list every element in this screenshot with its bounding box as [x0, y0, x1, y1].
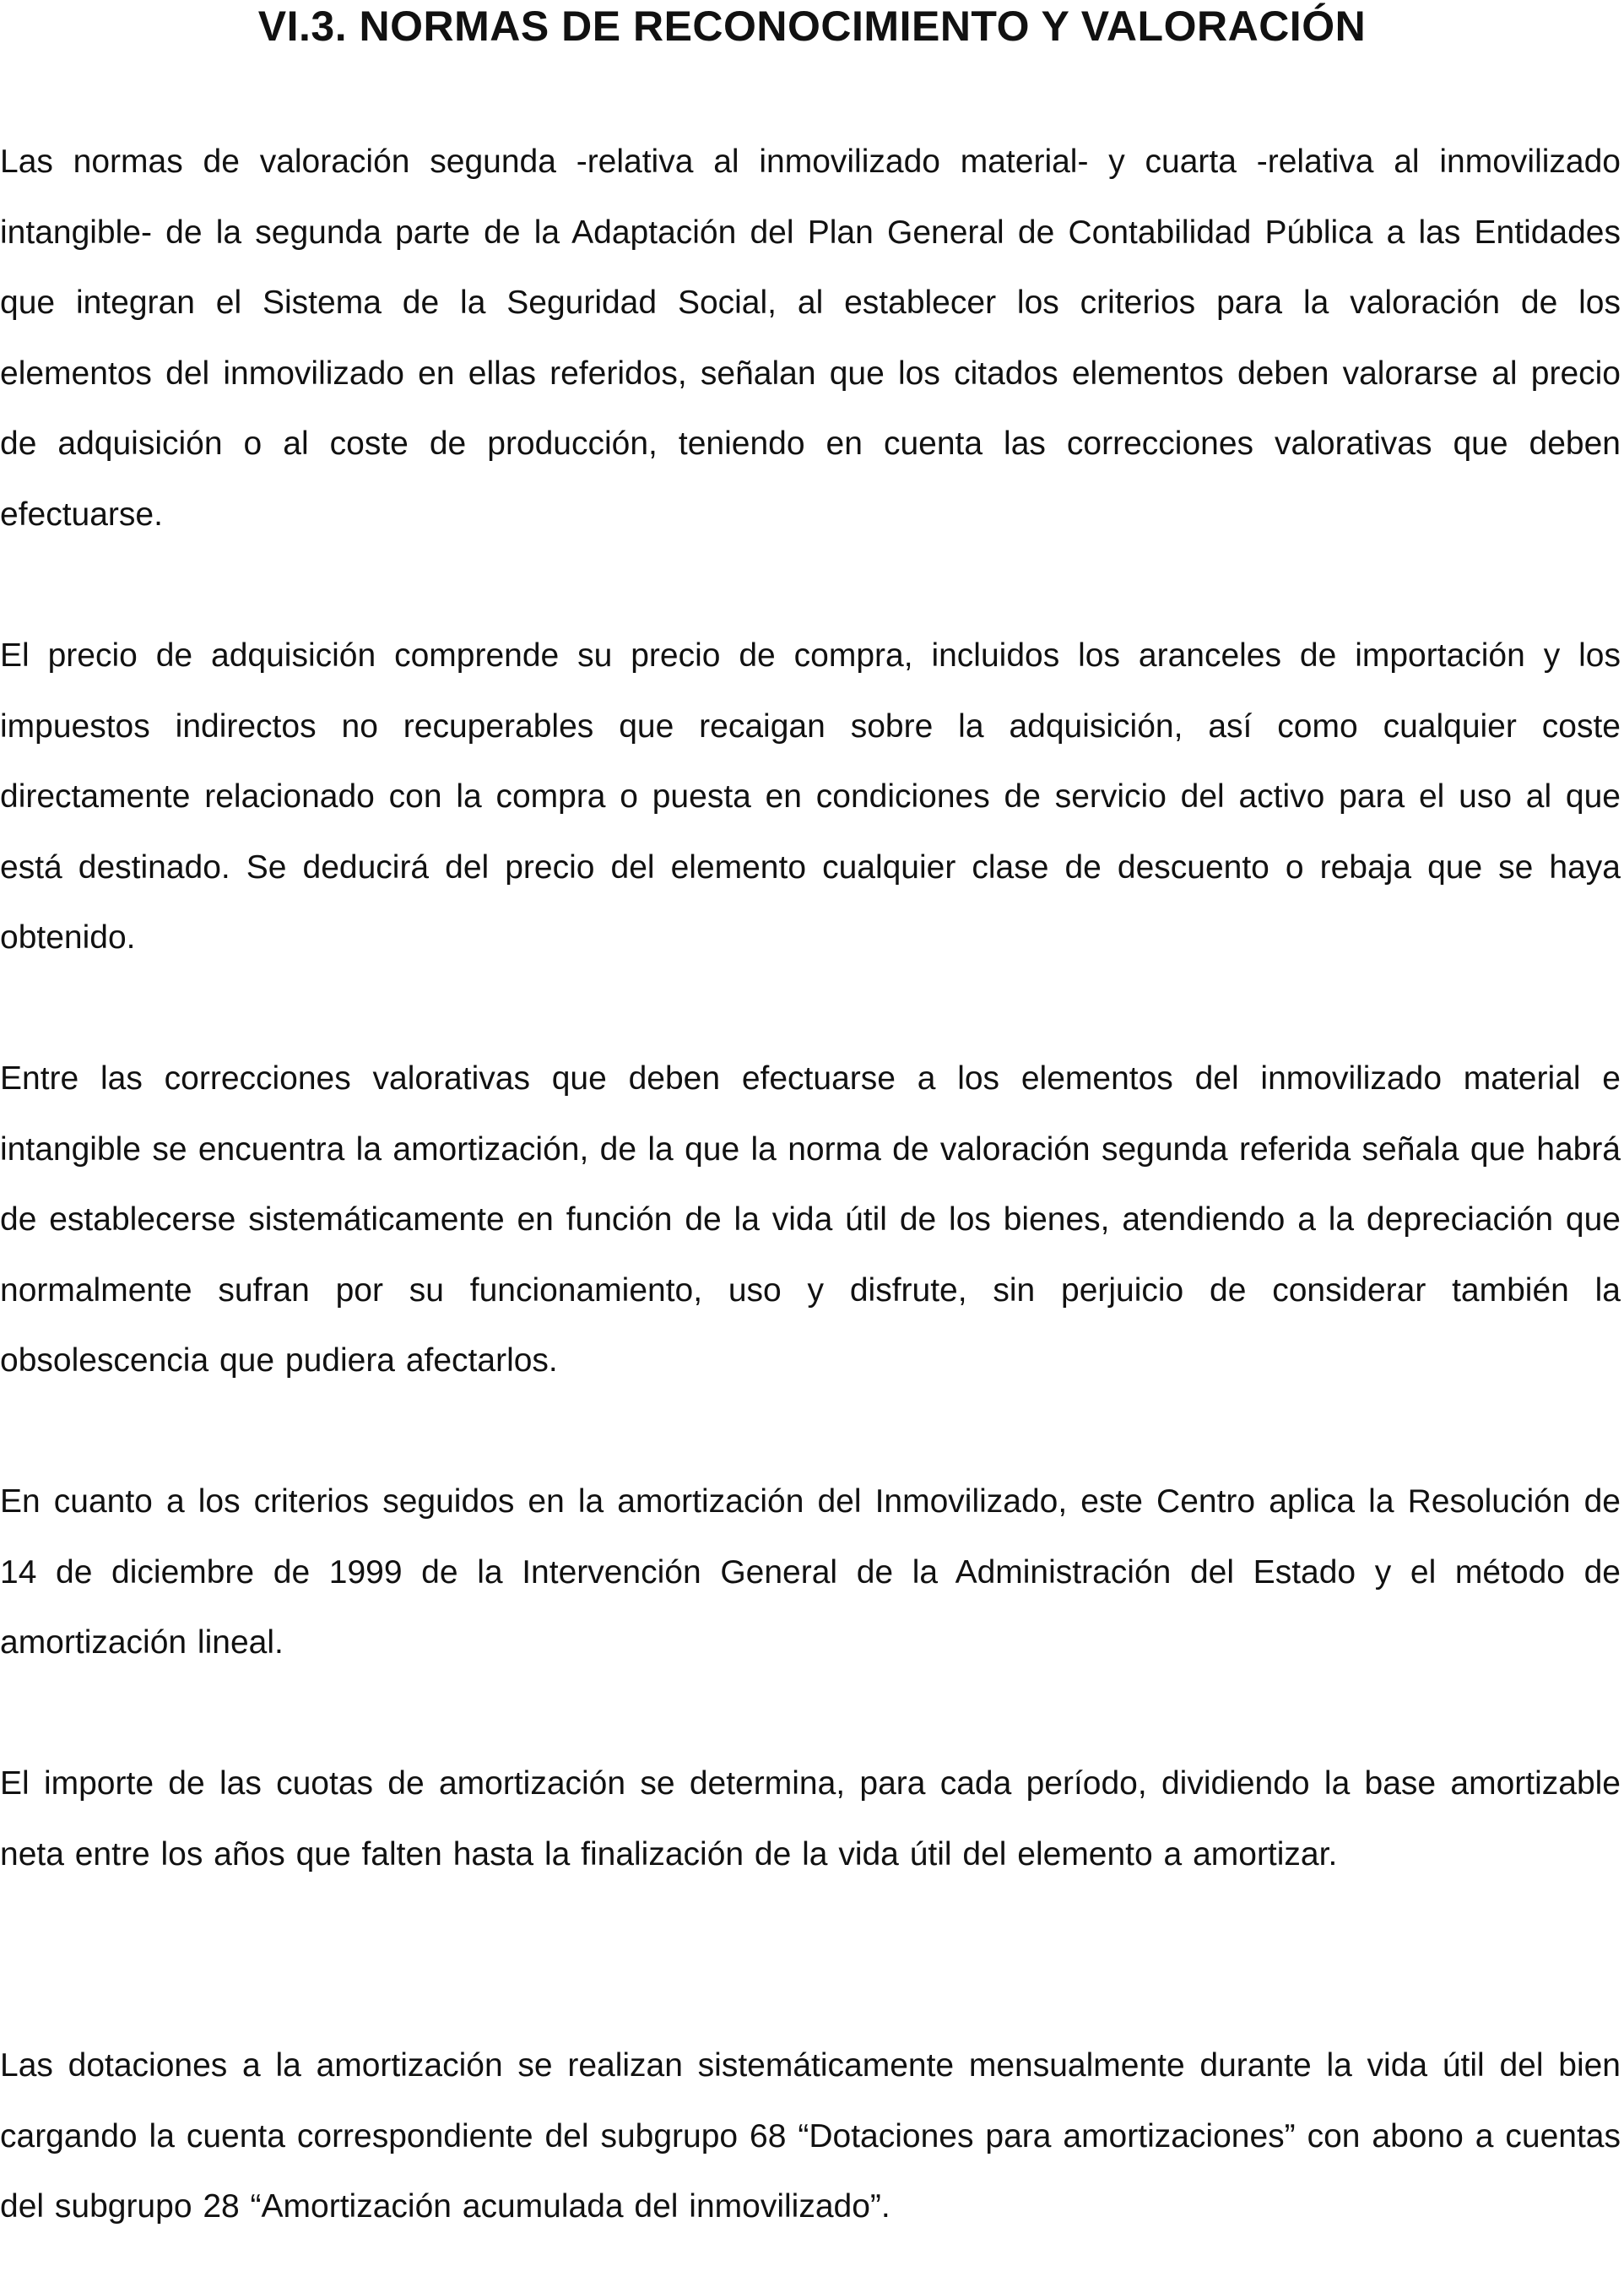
paragraph-valuation-corrections: Entre las correcciones valorativas que deben efectuarse a los elementos del inmovilizado material e intangible se encuentra la amortización, de la que la norma de valoración segunda referida señala que habrá de establecerse sistemáticamente en función de la vida útil de los bienes, atendiendo a la depreciación que normalmente sufran por su funcionamiento, uso y disfrute, sin perjuicio de considerar también la obsolescencia que pudiera afectarlos.	[0, 1060, 1621, 1379]
paragraph-valuation-norms: Las normas de valoración segunda -relativa al inmovilizado material- y cuarta -relativa al inmovilizado intangible- de la segunda parte de la Adaptación del Plan General de Contabilidad Pública a las Entidades que integran el Sistema de la Seguridad Social, al establecer los criterios para la valoración de los elementos del inmovilizado en ellas referidos, señalan que los citados elementos deben valorarse al precio de adquisición o al coste de producción, teniendo en cuenta las correcciones valorativas que deben efectuarse.	[0, 144, 1621, 533]
paragraph-amortization-quotas: El importe de las cuotas de amortización se determina, para cada período, dividiendo la base amortizable neta entre los años que falten hasta la finalización de la vida útil del elemento a amortizar.	[0, 1765, 1621, 1873]
paragraph-amortization-allocations: Las dotaciones a la amortización se realizan sistemáticamente mensualmente durante la vida útil del bien cargando la cuenta correspondiente del subgrupo 68 “Dotaciones para amortizaciones” con abono a cuentas del subgrupo 28 “Amortización acumulada del inmovilizado”.	[0, 2047, 1621, 2225]
paragraph-amortization-criteria: En cuanto a los criterios seguidos en la amortización del Inmovilizado, este Centro aplica la Resolución de 14 de diciembre de 1999 de la Intervención General de la Administración del Estado y el método de amortización lineal.	[0, 1483, 1621, 1661]
paragraph-acquisition-price: El precio de adquisición comprende su precio de compra, incluidos los aranceles de importación y los impuestos indirectos no recuperables que recaigan sobre la adquisición, así como cualquier coste directamente relacionado con la compra o puesta en condiciones de servicio del activo para el uso al que está destinado. Se deducirá del precio del elemento cualquier clase de descuento o rebaja que se haya obtenido.	[0, 637, 1621, 956]
page-title: VI.3. NORMAS DE RECONOCIMIENTO Y VALORACIÓN	[257, 3, 1367, 50]
